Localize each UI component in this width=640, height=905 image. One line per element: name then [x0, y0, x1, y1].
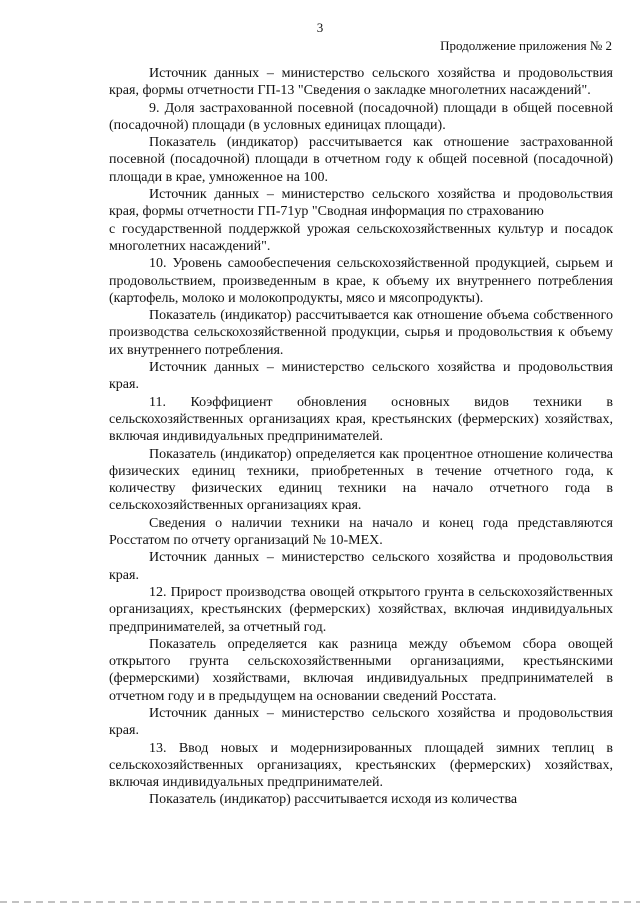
paragraph: Источник данных – министерство сельского хозяйства и продовольствия края.	[109, 705, 613, 739]
paragraph: Источник данных – министерство сельского хозяйства и продовольствия края, формы отчетности ГП-13 "Сведения о закладке многолетних насаждений".	[109, 66, 613, 99]
document-body	[109, 65, 613, 809]
paragraph: 10. Уровень самообеспечения сельскохозяйственной продукцией, сырьем и продовольствием, произведенным в крае, к объему их внутреннего потребления (картофель, молоко и молокопродукты, мясо и мясопродукты).	[109, 256, 613, 306]
paragraph: Сведения о наличии техники на начало и конец года представляются Росстатом по отчету организаций № 10-МЕХ.	[109, 515, 613, 549]
appendix-label: Продолжение приложения № 2	[440, 38, 612, 53]
paragraph: 12. Прирост производства овощей открытого грунта в сельскохозяйственных организациях, крестьянских (фермерских) хозяйствах, включая индивидуальных предпринимателей, за отчетный год.	[109, 584, 613, 635]
paragraph: 9. Доля застрахованной посевной (посадочной) площади в общей посевной (посадочной) площади (в условных единицах площади).	[109, 100, 613, 133]
paragraph: Источник данных – министерство сельского хозяйства и продовольствия края, формы отчетности ГП-71ур "Сводная информация по страхованию	[109, 187, 613, 220]
paragraph: 11. Коэффициент обновления основных видов техники в сельскохозяйственных организациях края, крестьянских (фермерских) хозяйствах, включая индивидуальных предпринимателей.	[109, 394, 613, 445]
paragraph: 13. Ввод новых и модернизированных площадей зимних теплиц в сельскохозяйственных организациях, крестьянских (фермерских) хозяйствах, включая индивидуальных предпринимателей.	[109, 740, 613, 791]
paragraph: Показатель определяется как разница между объемом сбора овощей открытого грунта сельскохозяйственными организациями, крестьянскими (фермерскими) хозяйствами, включая индивидуальных предпринимателей в отчетном году и в предыдущем на основании сведений Росстата.	[109, 636, 613, 704]
paragraph: Показатель (индикатор) рассчитывается исходя из количества	[149, 792, 518, 808]
paragraph: Показатель (индикатор) рассчитывается как отношение застрахованной посевной (посадочной) площади в отчетном году к общей посевной (посадочной) площади в крае, умноженное на 100.	[109, 135, 613, 185]
paragraph: Показатель (индикатор) определяется как процентное отношение количества физических единиц техники, приобретенных в течение отчетного года, к количеству физических единиц техники на начало отчетного года в сельскохозяйственных организациях края.	[109, 446, 613, 514]
paragraph: Источник данных – министерство сельского хозяйства и продовольствия края.	[109, 360, 613, 393]
page-number: 3	[316, 20, 324, 35]
paragraph: с государственной поддержкой урожая сельскохозяйственных культур и посадок многолетних насаждений".	[109, 221, 613, 254]
paragraph: Источник данных – министерство сельского хозяйства и продовольствия края.	[109, 550, 613, 583]
scan-edge-artifact	[0, 901, 640, 903]
paragraph: Показатель (индикатор) рассчитывается как отношение объема собственного производства сельскохозяйственной продукции, сырья и продовольствия к объему их внутреннего потребления.	[109, 308, 613, 358]
